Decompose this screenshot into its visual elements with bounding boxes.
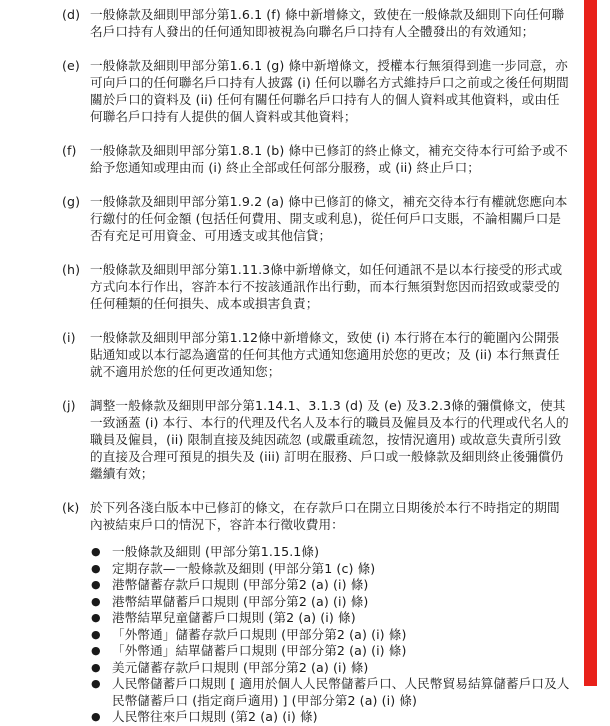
bullet-icon: ● bbox=[91, 561, 101, 575]
list-item-text: 「外幣通」結單儲蓄戶口規則 (甲部分第2 (a) (i) 條) bbox=[112, 643, 407, 658]
list-item bbox=[62, 544, 570, 561]
clause-g bbox=[62, 193, 570, 244]
clause-text: 一般條款及細則甲部分第1.12條中新增條文，致使 (i) 本行將在本行的範圍內公開張貼通知或以本行認為適當的任何其他方式通知您適用於您的更改；及 (ii) 本行無責任就不適用於您的任何更改通知您； bbox=[90, 330, 560, 379]
clause-label: (g) bbox=[62, 194, 81, 209]
list-item bbox=[62, 627, 570, 644]
list-item bbox=[62, 676, 570, 709]
bullet-icon: ● bbox=[91, 611, 101, 624]
clause-e bbox=[62, 57, 570, 125]
clause-label: (j) bbox=[62, 398, 76, 413]
clause-f bbox=[62, 142, 570, 176]
list-item bbox=[62, 610, 570, 627]
clause-j bbox=[62, 397, 570, 482]
list-item-text: 港幣結單儲蓄戶口規則 (甲部分第2 (a) (i) 條) bbox=[112, 593, 369, 609]
list-item bbox=[62, 594, 570, 611]
bullet-icon: ● bbox=[91, 594, 101, 608]
accent-bar bbox=[584, 0, 597, 686]
list-item bbox=[62, 643, 570, 660]
list-item bbox=[62, 709, 570, 726]
clause-label: (k) bbox=[62, 500, 80, 515]
clause-text: 一般條款及細則甲部分第1.6.1 (f) 條中新增條文，致使在一般條款及細則下向任何聯名戶口持有人發出的任何通知即被視為向聯名戶口持有人全體發出的有效通知； bbox=[90, 7, 565, 39]
clause-label: (i) bbox=[62, 330, 76, 345]
list-item-text: 人民幣儲蓄戶口規則 [ 適用於個人人民幣儲蓄戶口、人民幣貿易結算儲蓄戶口及人民幣儲蓄戶口 (指定商戶適用) ] (甲部分第2 (a) (i) 條) bbox=[112, 676, 570, 708]
list-item bbox=[62, 561, 570, 578]
clause-text: 調整一般條款及細則甲部分第1.14.1、3.1.3 (d) 及 (e) 及3.2.3條的彌償條文，使其一致涵蓋 (i) 本行、本行的代理及代名人及本行的職員及僱員及本行的代理或代名人的職員及僱員，(ii) 限制直接及純因疏忽 (或嚴重疏忽，按情況適用) 或故意失責所引致的直接及合理可預見的損失及 (iii) 訂明在服務、戶口或一般條款及細則終止後彌償仍繼續有效； bbox=[90, 398, 569, 481]
clause-list bbox=[62, 6, 570, 726]
bullet-icon: ● bbox=[91, 644, 101, 657]
list-item-text: 美元儲蓄存款戶口規則 (甲部分第2 (a) (i) 條) bbox=[112, 659, 369, 675]
bullet-icon: ● bbox=[91, 660, 101, 674]
clause-text: 一般條款及細則甲部分第1.8.1 (b) 條中已修訂的終止條文，補充交待本行可給予或不給予您通知或理由而 (i) 終止全部或任何部分服務，或 (ii) 終止戶口； bbox=[90, 143, 568, 175]
bullet-icon: ● bbox=[91, 627, 101, 641]
clause-label: (e) bbox=[62, 58, 80, 73]
clause-text: 一般條款及細則甲部分第1.6.1 (g) 條中新增條文，授權本行無須得到進一步同意，亦可向戶口的任何聯名戶口持有人披露 (i) 任何以聯名方式維持戶口之前或之後任何期間關於戶口的資料及 (ii) 任何有關任何聯名戶口持有人的個人資料或其他資料，或由任何聯名戶口持有人提供的個人資料或其他資料； bbox=[90, 58, 569, 124]
list-item-text: 「外幣通」儲蓄存款戶口規則 (甲部分第2 (a) (i) 條) bbox=[112, 626, 407, 642]
clause-h bbox=[62, 261, 570, 312]
list-item-text: 港幣儲蓄存款戶口規則 (甲部分第2 (a) (i) 條) bbox=[112, 577, 369, 592]
clause-text: 一般條款及細則甲部分第1.9.2 (a) 條中已修訂的條文，補充交待本行有權就您應向本行繳付的任何金額 (包括任何費用、開支或利息)，從任何戶口支賬，不論相關戶口是否有充足可用資金、可用透支或其他信貸； bbox=[90, 194, 568, 243]
list-item bbox=[62, 660, 570, 677]
list-item-text: 人民幣往來戶口規則 (第2 (a) (i) 條) bbox=[112, 709, 318, 724]
clause-i bbox=[62, 329, 570, 380]
clause-k bbox=[62, 499, 570, 533]
list-item-text: 定期存款—一般條款及細則 (甲部分第1 (c) 條) bbox=[112, 560, 376, 576]
list-item-text: 一般條款及細則 (甲部分第1.15.1條) bbox=[112, 544, 320, 559]
bullet-icon: ● bbox=[91, 710, 101, 723]
bullet-icon: ● bbox=[91, 677, 101, 690]
clause-d bbox=[62, 6, 570, 40]
fee-rules-list bbox=[62, 544, 570, 726]
clause-text: 一般條款及細則甲部分第1.11.3條中新增條文，如任何通訊不是以本行接受的形式或方式向本行作出，容許本行不按該通訊作出行動，而本行無須對您因而招致或蒙受的任何種類的任何損失、成本或損害負責； bbox=[90, 262, 563, 311]
bullet-icon: ● bbox=[91, 578, 101, 591]
bullet-icon: ● bbox=[91, 545, 101, 558]
list-item bbox=[62, 577, 570, 594]
clause-text: 於下列各淺白版本中已修訂的條文，在存款戶口在開立日期後於本行不時指定的期間內被結束戶口的情況下，容許本行徵收費用： bbox=[90, 500, 560, 532]
list-item-text: 港幣結單兒童儲蓄戶口規則 (第2 (a) (i) 條) bbox=[112, 610, 356, 625]
clause-label: (h) bbox=[62, 262, 81, 277]
clause-label: (d) bbox=[62, 7, 81, 22]
clause-label: (f) bbox=[62, 143, 77, 158]
